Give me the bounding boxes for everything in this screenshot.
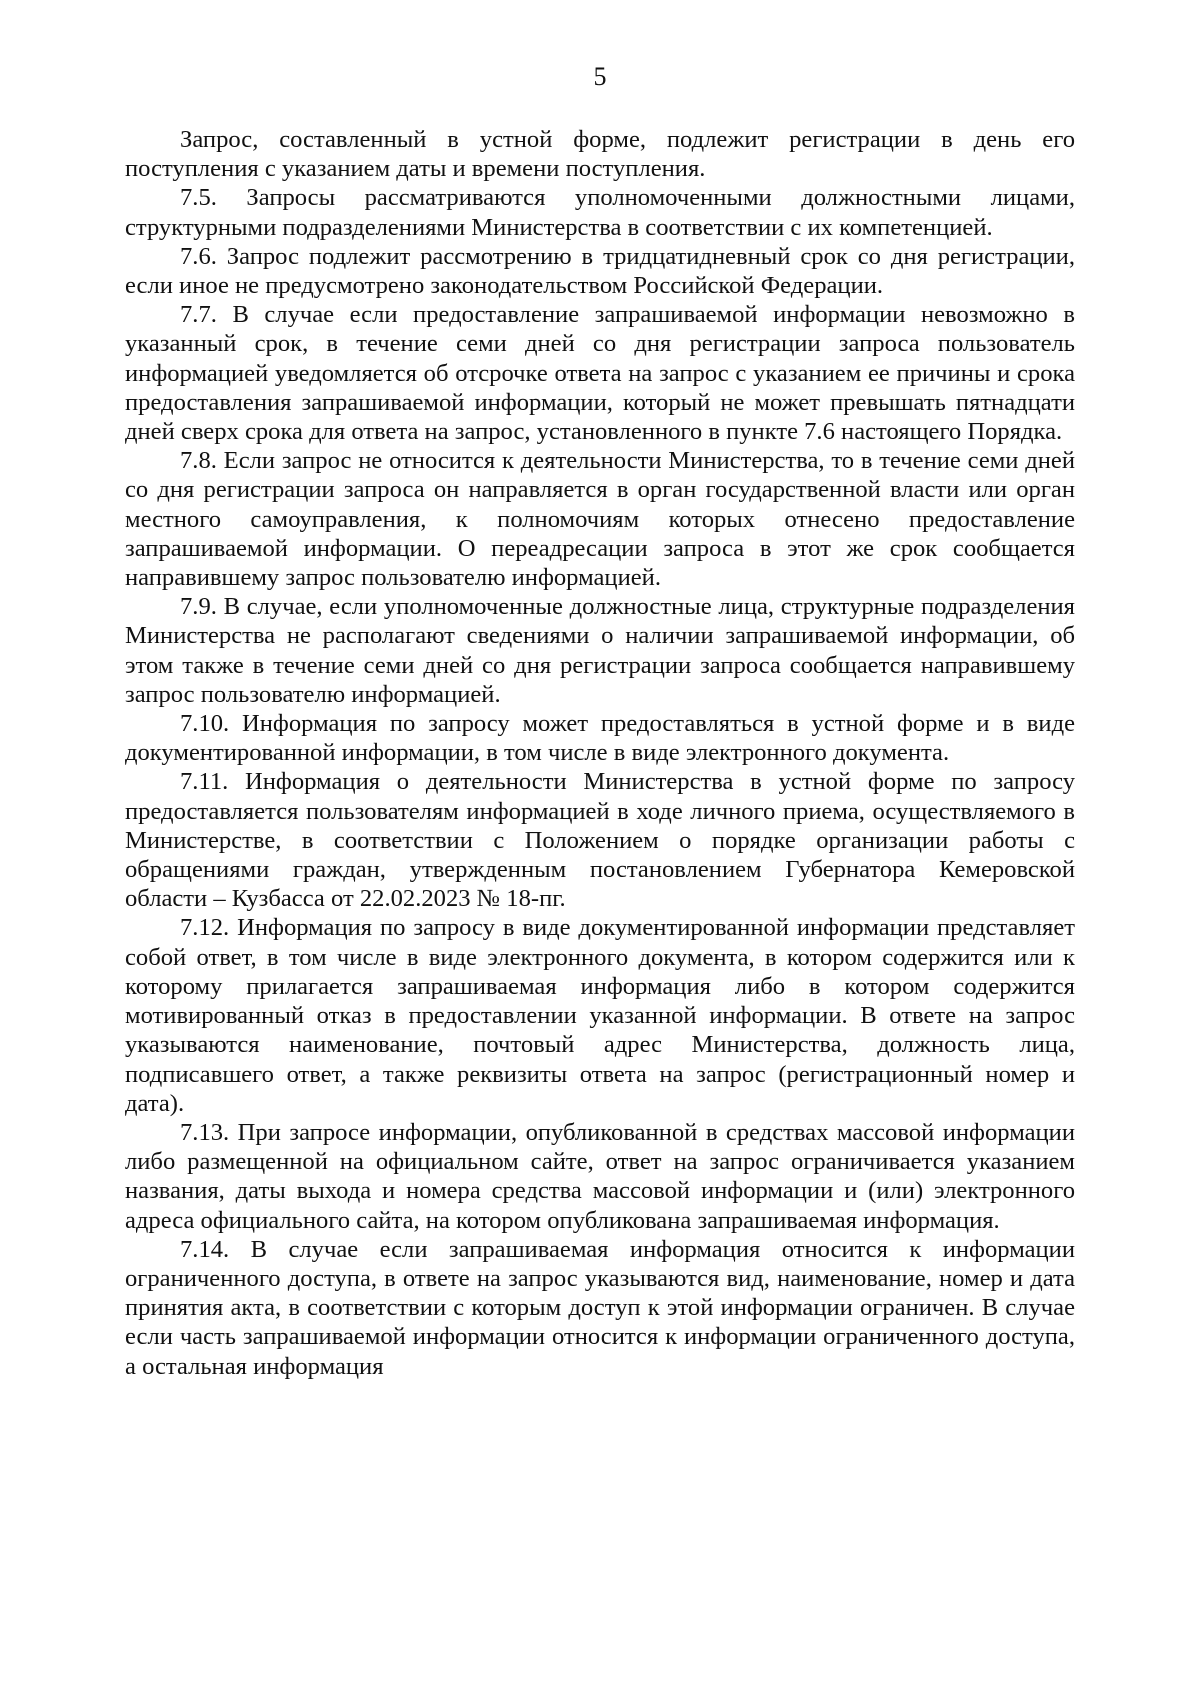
paragraph-oral-request: Запрос, составленный в устной форме, подлежит регистрации в день его поступления с указанием даты и времени поступления. xyxy=(125,126,1075,183)
paragraph-7-9: 7.9. В случае, если уполномоченные должностные лица, структурные подразделения Министерства не располагают сведениями о наличии запрашиваемой информации, об этом также в течение семи дней со дня регистрации запроса сообщается направившему запрос пользователю информацией. xyxy=(125,593,1075,708)
paragraph-7-6: 7.6. Запрос подлежит рассмотрению в тридцатидневный срок со дня регистрации, если иное не предусмотрено законодательством Российской Федерации. xyxy=(125,242,1075,300)
paragraph-7-5: 7.5. Запросы рассматриваются уполномоченными должностными лицами, структурными подразделениями Министерства в соответствии с их компетенцией. xyxy=(125,184,1075,241)
paragraph-7-12: 7.12. Информация по запросу в виде документированной информации представляет собой ответ, в том числе в виде электронного документа, в котором содержится или к которому прилагается запрашиваемая информация либо в котором содержится мотивированный отказ в предоставлении указанной информации. В ответе на запрос указываются наименование, почтовый адрес Министерства, должность лица, подписавшего ответ, а также реквизиты ответа на запрос (регистрационный номер и дата). xyxy=(125,914,1075,1117)
page-number: 5 xyxy=(593,62,607,91)
document-body xyxy=(125,125,1075,1381)
paragraph-7-10: 7.10. Информация по запросу может предоставляться в устной форме и в виде документированной информации, в том числе в виде электронного документа. xyxy=(125,710,1075,767)
paragraph-7-8: 7.8. Если запрос не относится к деятельности Министерства, то в течение семи дней со дня регистрации запроса он направляется в орган государственной власти или орган местного самоуправления, к полномочиям которых отнесено предоставление запрашиваемой информации. О переадресации запроса в этот же срок сообщается направившему запрос пользователю информацией. xyxy=(125,447,1075,592)
paragraph-7-13: 7.13. При запросе информации, опубликованной в средствах массовой информации либо размещенной на официальном сайте, ответ на запрос ограничивается указанием названия, даты выхода и номера средства массовой информации и (или) электронного адреса официального сайта, на котором опубликована запрашиваемая информация. xyxy=(125,1118,1075,1234)
paragraph-7-11: 7.11. Информация о деятельности Министерства в устной форме по запросу предоставляется пользователям информацией в ходе личного приема, осуществляемого в Министерстве, в соответствии с Положением о порядке организации работы с обращениями граждан, утвержденным постановлением Губернатора Кемеровской области – Кузбасса от 22.02.2023 № 18-пг. xyxy=(125,768,1075,913)
paragraph-7-7: 7.7. В случае если предоставление запрашиваемой информации невозможно в указанный срок, в течение семи дней со дня регистрации запроса пользователь информацией уведомляется об отсрочке ответа на запрос с указанием ее причины и срока предоставления запрашиваемой информации, который не может превышать пятнадцати дней сверх срока для ответа на запрос, установленного в пункте 7.6 настоящего Порядка. xyxy=(125,301,1075,446)
paragraph-7-14: 7.14. В случае если запрашиваемая информация относится к информации ограниченного доступа, в ответе на запрос указываются вид, наименование, номер и дата принятия акта, в соответствии с которым доступ к этой информации ограничен. В случае если часть запрашиваемой информации относится к информации ограниченного доступа, а остальная информация xyxy=(125,1235,1075,1380)
